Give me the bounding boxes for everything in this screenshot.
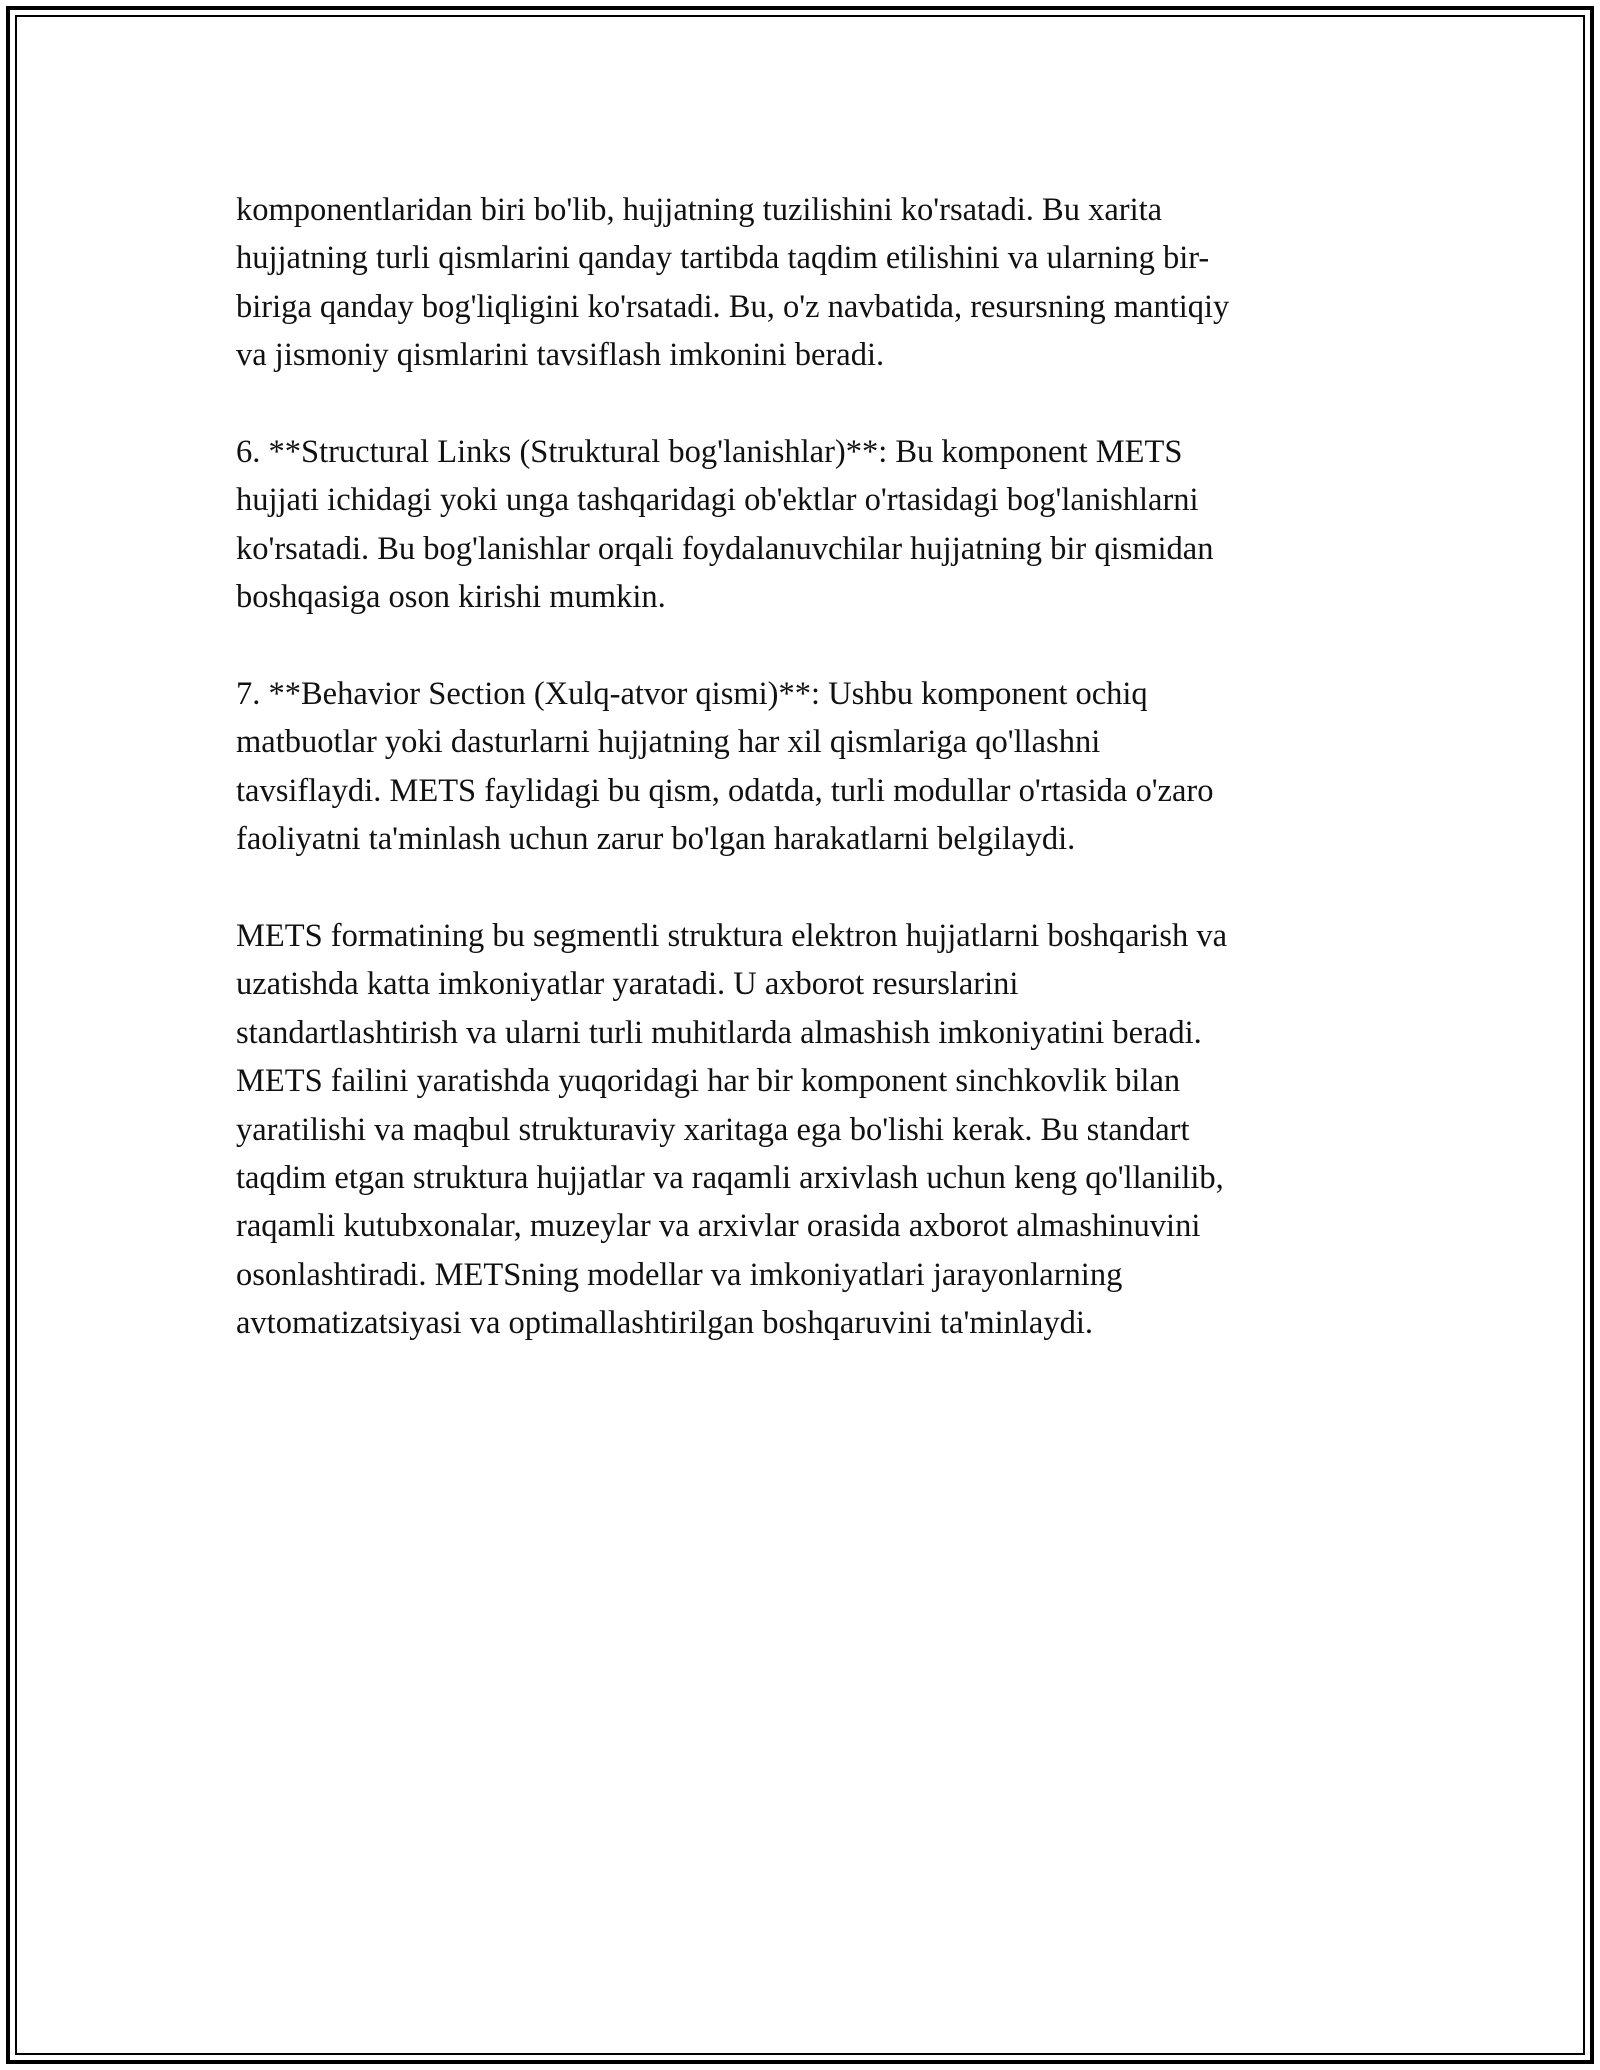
paragraph-structural-links xyxy=(236,428,1366,622)
text-line: hujjatning turli qismlarini qanday tartibda taqdim etilishini va ularning bir- xyxy=(236,240,1210,277)
paragraph-conclusion xyxy=(236,912,1366,1348)
text-line: matbuotlar yoki dasturlarni hujjatning har xil qismlariga qo'llashni xyxy=(236,724,1101,761)
text-line: komponentlaridan biri bo'lib, hujjatning tuzilishini ko'rsatadi. Bu xarita xyxy=(236,192,1163,228)
text-line: METS failini yaratishda yuqoridagi har bir komponent sinchkovlik bilan xyxy=(236,1063,1181,1100)
text-line: taqdim etgan struktura hujjatlar va raqamli arxivlash uchun keng qo'llanilib, xyxy=(236,1160,1224,1197)
paragraph-structural-map-continuation xyxy=(236,186,1366,380)
text-line: raqamli kutubxonalar, muzeylar va arxivlar orasida axborot almashinuvini xyxy=(236,1208,1201,1245)
text-line: ko'rsatadi. Bu bog'lanishlar orqali foydalanuvchilar hujjatning bir qismidan xyxy=(236,530,1214,567)
text-line: osonlashtiradi. METSning modellar va imkoniyatlari jarayonlarning xyxy=(236,1256,1123,1293)
text-line: 6. **Structural Links (Struktural bog'lanishlar)**: Bu komponent METS xyxy=(236,434,1183,471)
text-line: yaratilishi va maqbul strukturaviy xaritaga ega bo'lishi kerak. Bu standart xyxy=(236,1111,1190,1148)
text-line: tavsiflaydi. METS faylidagi bu qism, odatda, turli modullar o'rtasida o'zaro xyxy=(236,772,1214,809)
text-line: uzatishda katta imkoniyatlar yaratadi. U axborot resurslarini xyxy=(236,966,1019,1003)
document-body xyxy=(236,186,1366,1348)
text-line: METS formatining bu segmentli struktura elektron hujjatlarni boshqarish va xyxy=(236,918,1228,955)
text-line: standartlashtirish va ularni turli muhitlarda almashish imkoniyatini beradi. xyxy=(236,1014,1202,1051)
text-line: va jismoniy qismlarini tavsiflash imkonini beradi. xyxy=(236,337,885,374)
text-line: hujjati ichidagi yoki unga tashqaridagi ob'ektlar o'rtasidagi bog'lanishlarni xyxy=(236,482,1199,519)
paragraph-behavior-section xyxy=(236,670,1366,864)
text-line: avtomatizatsiyasi va optimallashtirilgan boshqaruvini ta'minlaydi. xyxy=(236,1305,1093,1342)
text-line: biriga qanday bog'liqligini ko'rsatadi. Bu, o'z navbatida, resursning mantiqiy xyxy=(236,288,1230,325)
text-line: 7. **Behavior Section (Xulq-atvor qismi)**: Ushbu komponent ochiq xyxy=(236,676,1148,713)
text-line: faoliyatni ta'minlash uchun zarur bo'lgan harakatlarni belgilaydi. xyxy=(236,821,1076,858)
text-line: boshqasiga oson kirishi mumkin. xyxy=(236,579,666,616)
